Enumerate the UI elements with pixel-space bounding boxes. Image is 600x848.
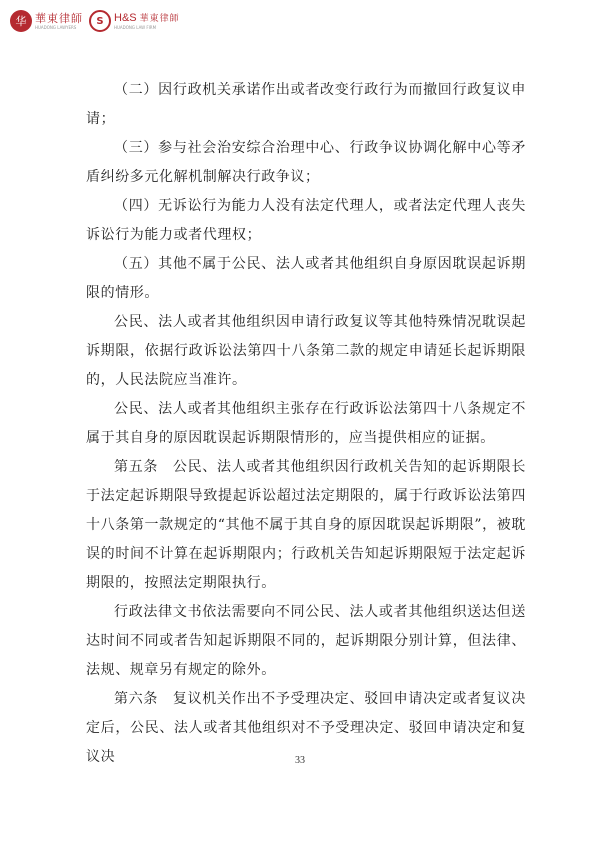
paragraph: 第五条 公民、法人或者其他组织因行政机关告知的起诉期限长于法定起诉期限导致提起诉讼超过法定期限的，属于行政诉讼法第四十八条第一款规定的“其他不属于其自身的原因耽误起诉期限”，被耽误的时间不计算在起诉期限内；行政机关告知起诉期限短于法定起诉期限的，按照法定期限执行。 (86, 459, 526, 591)
huadong-logo-mark-icon: 华 (10, 10, 32, 32)
logo2-hs: H&S (114, 11, 137, 24)
page-number: 33 (295, 755, 305, 766)
logo2-name: 華東律師 (139, 13, 180, 24)
paragraph: 公民、法人或者其他组织因申请行政复议等其他特殊情况耽误起诉期限，依据行政诉讼法第四十八条第二款的规定申请延长起诉期限的，人民法院应当准许。 (86, 314, 526, 388)
logo1-name: 華東律師 (35, 11, 83, 25)
hs-law-firm-logo (89, 10, 180, 32)
page-header (10, 6, 180, 36)
logo2-subtitle: HUADONG LAW FIRM (114, 24, 157, 30)
hs-logo-mark-icon: S (89, 10, 111, 32)
paragraph: （二）因行政机关承诺作出或者改变行政行为而撤回行政复议申请； (86, 82, 526, 127)
paragraph: 公民、法人或者其他组织主张存在行政诉讼法第四十八条规定不属于其自身的原因耽误起诉期限情形的，应当提供相应的证据。 (86, 401, 526, 446)
document-body (86, 76, 526, 772)
paragraph: 行政法律文书依法需要向不同公民、法人或者其他组织送达但送达时间不同或者告知起诉期限不同的，起诉期限分别计算，但法律、法规、规章另有规定的除外。 (86, 604, 526, 678)
paragraph: （五）其他不属于公民、法人或者其他组织自身原因耽误起诉期限的情形。 (86, 256, 526, 301)
logo1-subtitle: HUADONG LAWYERS (35, 24, 77, 30)
paragraph: 第六条 复议机关作出不予受理决定、驳回申请决定或者复议决定后，公民、法人或者其他组织对不予受理决定、驳回申请决定和复议决 (86, 691, 526, 765)
paragraph: （四）无诉讼行为能力人没有法定代理人，或者法定代理人丧失诉讼行为能力或者代理权； (86, 198, 526, 243)
paragraph: （三）参与社会治安综合治理中心、行政争议协调化解中心等矛盾纠纷多元化解机制解决行政争议； (86, 140, 526, 185)
huadong-lawyers-logo (10, 10, 83, 32)
